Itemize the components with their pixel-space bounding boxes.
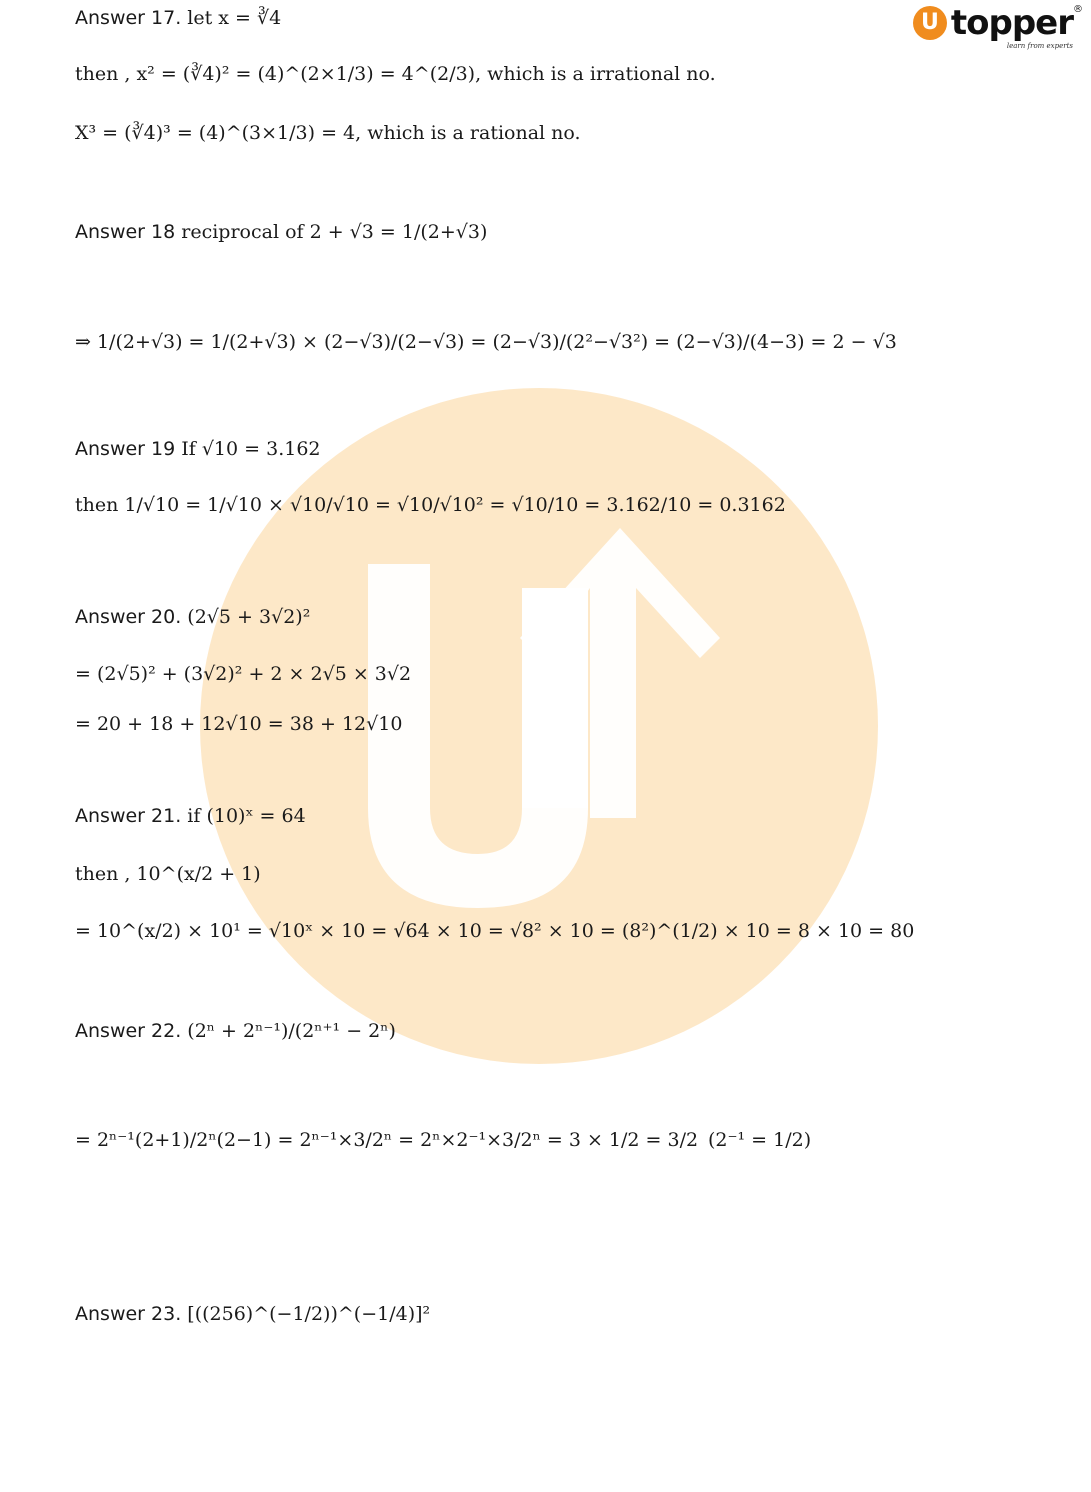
answer-23-text: [((256)^(−1/2))^(−1/4)]²	[187, 1303, 431, 1325]
answer-19-text: If √10 = 3.162	[181, 438, 321, 460]
logo-badge: U	[913, 6, 947, 40]
answer-23-label: Answer 23.	[75, 1303, 182, 1325]
answer-19-heading	[75, 437, 321, 461]
answer-17-line-3: X³ = (∛4)³ = (4)^(3×1/3) = 4, which is a rational no.	[75, 122, 581, 144]
answer-21-text: if (10)ˣ = 64	[187, 805, 306, 827]
answer-20-line-2: = (2√5)² + (3√2)² + 2 × 2√5 × 3√2	[75, 663, 412, 685]
answer-19-line-2: then 1/√10 = 1/√10 × √10/√10 = √10/√10² = √10/10 = 3.162/10 = 0.3162	[75, 494, 786, 516]
answer-22-note: (2⁻¹ = 1/2)	[708, 1129, 812, 1151]
answer-22-heading	[75, 1019, 396, 1043]
logo-wordmark: topper	[950, 3, 1073, 43]
answer-20-line-3: = 20 + 18 + 12√10 = 38 + 12√10	[75, 713, 403, 735]
answer-22-label: Answer 22.	[75, 1020, 182, 1042]
topper-logo	[913, 3, 1083, 50]
answer-18-text: reciprocal of 2 + √3 = 1/(2+√3)	[181, 221, 488, 243]
answer-19-label: Answer 19	[75, 438, 176, 460]
answer-21-heading	[75, 804, 306, 828]
answer-17-label: Answer 17.	[75, 7, 182, 29]
answer-17-heading	[75, 6, 281, 30]
answer-20-label: Answer 20.	[75, 606, 182, 628]
answer-20-text: (2√5 + 3√2)²	[187, 606, 311, 628]
answer-22-text: (2ⁿ + 2ⁿ⁻¹)/(2ⁿ⁺¹ − 2ⁿ)	[187, 1020, 396, 1042]
answer-18-line-2: ⇒ 1/(2+√3) = 1/(2+√3) × (2−√3)/(2−√3) = (2−√3)/(2²−√3²) = (2−√3)/(4−3) = 2 − √3	[75, 331, 897, 353]
answer-18-label: Answer 18	[75, 221, 176, 243]
answer-21-line-2: then , 10^(x/2 + 1)	[75, 863, 261, 885]
registered-mark: ®	[1073, 4, 1083, 15]
logo-tagline: learn from experts	[1006, 42, 1073, 50]
answer-17-line-2: then , x² = (∛4)² = (4)^(2×1/3) = 4^(2/3), which is a irrational no.	[75, 63, 716, 85]
answer-18-heading	[75, 220, 487, 244]
answer-21-line-3: = 10^(x/2) × 10¹ = √10ˣ × 10 = √64 × 10 = √8² × 10 = (8²)^(1/2) × 10 = 8 × 10 = 80	[75, 920, 915, 942]
answer-20-heading	[75, 605, 310, 629]
answer-17-text: let x = ∛4	[187, 7, 282, 29]
answer-21-label: Answer 21.	[75, 805, 182, 827]
answer-23-heading	[75, 1302, 430, 1326]
answer-22-line-2: = 2ⁿ⁻¹(2+1)/2ⁿ(2−1) = 2ⁿ⁻¹×3/2ⁿ = 2ⁿ×2⁻¹×3/2ⁿ = 3 × 1/2 = 3/2	[75, 1129, 699, 1151]
